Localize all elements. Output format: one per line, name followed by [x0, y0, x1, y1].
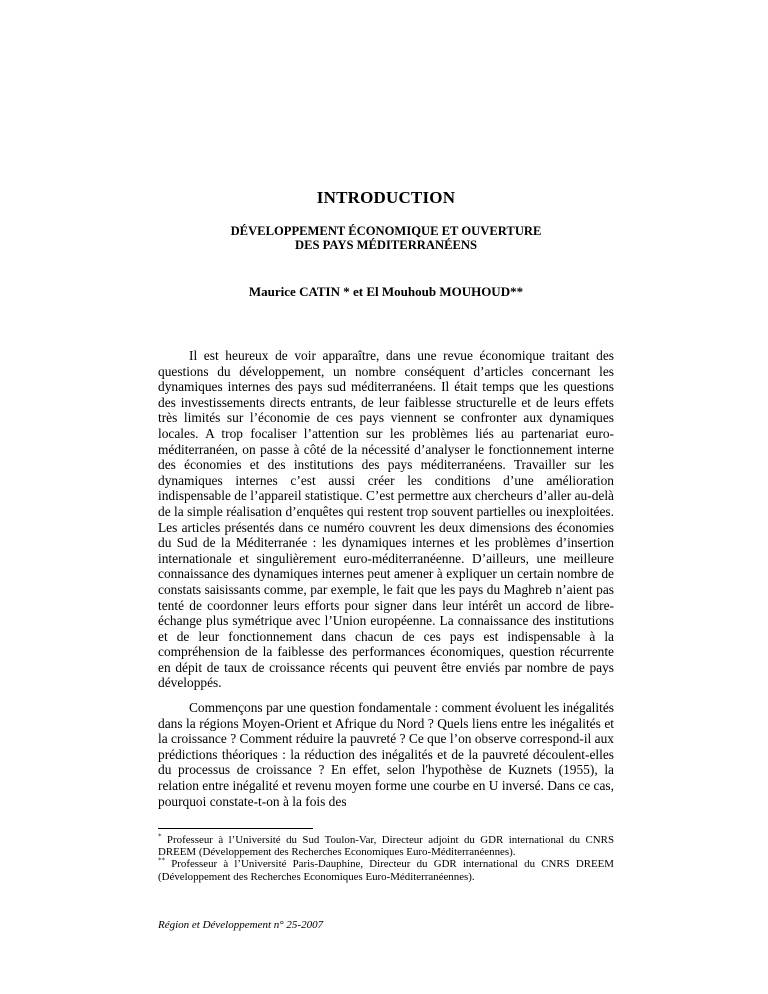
footnote-2-text: Professeur à l’Université Paris-Dauphine, Directeur du GDR international du CNRS DREEM (Développement des Recherches Economiques Euro-Méditerranéennes). [158, 858, 614, 883]
footnote-2 [158, 858, 614, 882]
journal-reference: Région et Développement n° 25-2007 [158, 919, 324, 931]
body-paragraph-2: Commençons par une question fondamentale : comment évoluent les inégalités dans la régions Moyen-Orient et Afrique du Nord ? Quels liens entre les inégalités et la croissance ? Comment réduire la pauvreté ? Ce que l’on observe correspond-il aux prédictions théoriques : la réduction des inégalités et de la pauvreté découlent-elles du processus de croissance ? En effet, selon l'hypothèse de Kuznets (1955), la relation entre inégalité et revenu moyen forme une courbe en U inversé. Dans ce cas, pourquoi constate-t-on à la fois des [158, 700, 614, 809]
paper-page [158, 0, 614, 994]
article-body [158, 348, 614, 818]
subtitle-line-2: DES PAYS MÉDITERRANÉENS [295, 237, 477, 252]
footnotes [158, 834, 614, 883]
body-paragraph-1: Il est heureux de voir apparaître, dans une revue économique traitant des questions du développement, un nombre conséquent d’articles concernant les dynamiques internes des pays sud méditerranéens. Il était temps que les questions des investissements directs entrants, de leur faiblesse structurelle et de leurs effets très limités sur l’économie de ces pays viennent se confronter aux dynamiques locales. A trop focaliser l’attention sur les problèmes liés au partenariat euro-méditerranéen, on passe à côté de la nécessité d’analyser le fonctionnement interne des économies et des institutions des pays méditerranéens. Travailler sur les dynamiques internes c’est aussi créer les conditions d’une amélioration indispensable de l’appareil statistique. C’est permettre aux chercheurs d’aller au-delà de la simple réalisation d’enquêtes qui restent trop souvent partielles ou inexploitées. Les articles présentés dans ce numéro couvrent les deux dimensions des économies du Sud de la Méditerranée : les dynamiques internes et les problèmes d’insertion internationale et singulièrement euro-méditerranéenne. D’ailleurs, une meilleure connaissance des dynamiques internes peut amener à expliquer un certain nombre de constats saisissants comme, par exemple, le fait que les pays du Maghreb n’aient pas tenté de coordonner leurs efforts pour signer dans leur intérêt un accord de libre-échange plus symétrique avec l’Union européenne. La connaissance des institutions et de leur fonctionnement dans chacun de ces pays est indispensable à la compréhension de la faiblesse des performances économiques, question récurrente en dépit de taux de croissance récents qui peuvent être enviés par nombre de pays développés. [158, 348, 614, 691]
footnote-2-marker: ** [158, 856, 165, 865]
article-title: INTRODUCTION [316, 188, 456, 207]
footnote-separator [158, 828, 313, 829]
footnote-1-marker: * [158, 832, 162, 841]
footnote-1 [158, 834, 614, 858]
article-authors: Maurice CATIN * et El Mouhoub MOUHOUD** [248, 284, 524, 299]
subtitle-line-1: DÉVELOPPEMENT ÉCONOMIQUE ET OUVERTURE [230, 224, 542, 238]
footnote-1-text: Professeur à l’Université du Sud Toulon-Var, Directeur adjoint du GDR international du CNRS DREEM (Développement des Recherches Economiques Euro-Méditerranéennes). [158, 834, 614, 859]
article-subtitle [158, 225, 614, 252]
